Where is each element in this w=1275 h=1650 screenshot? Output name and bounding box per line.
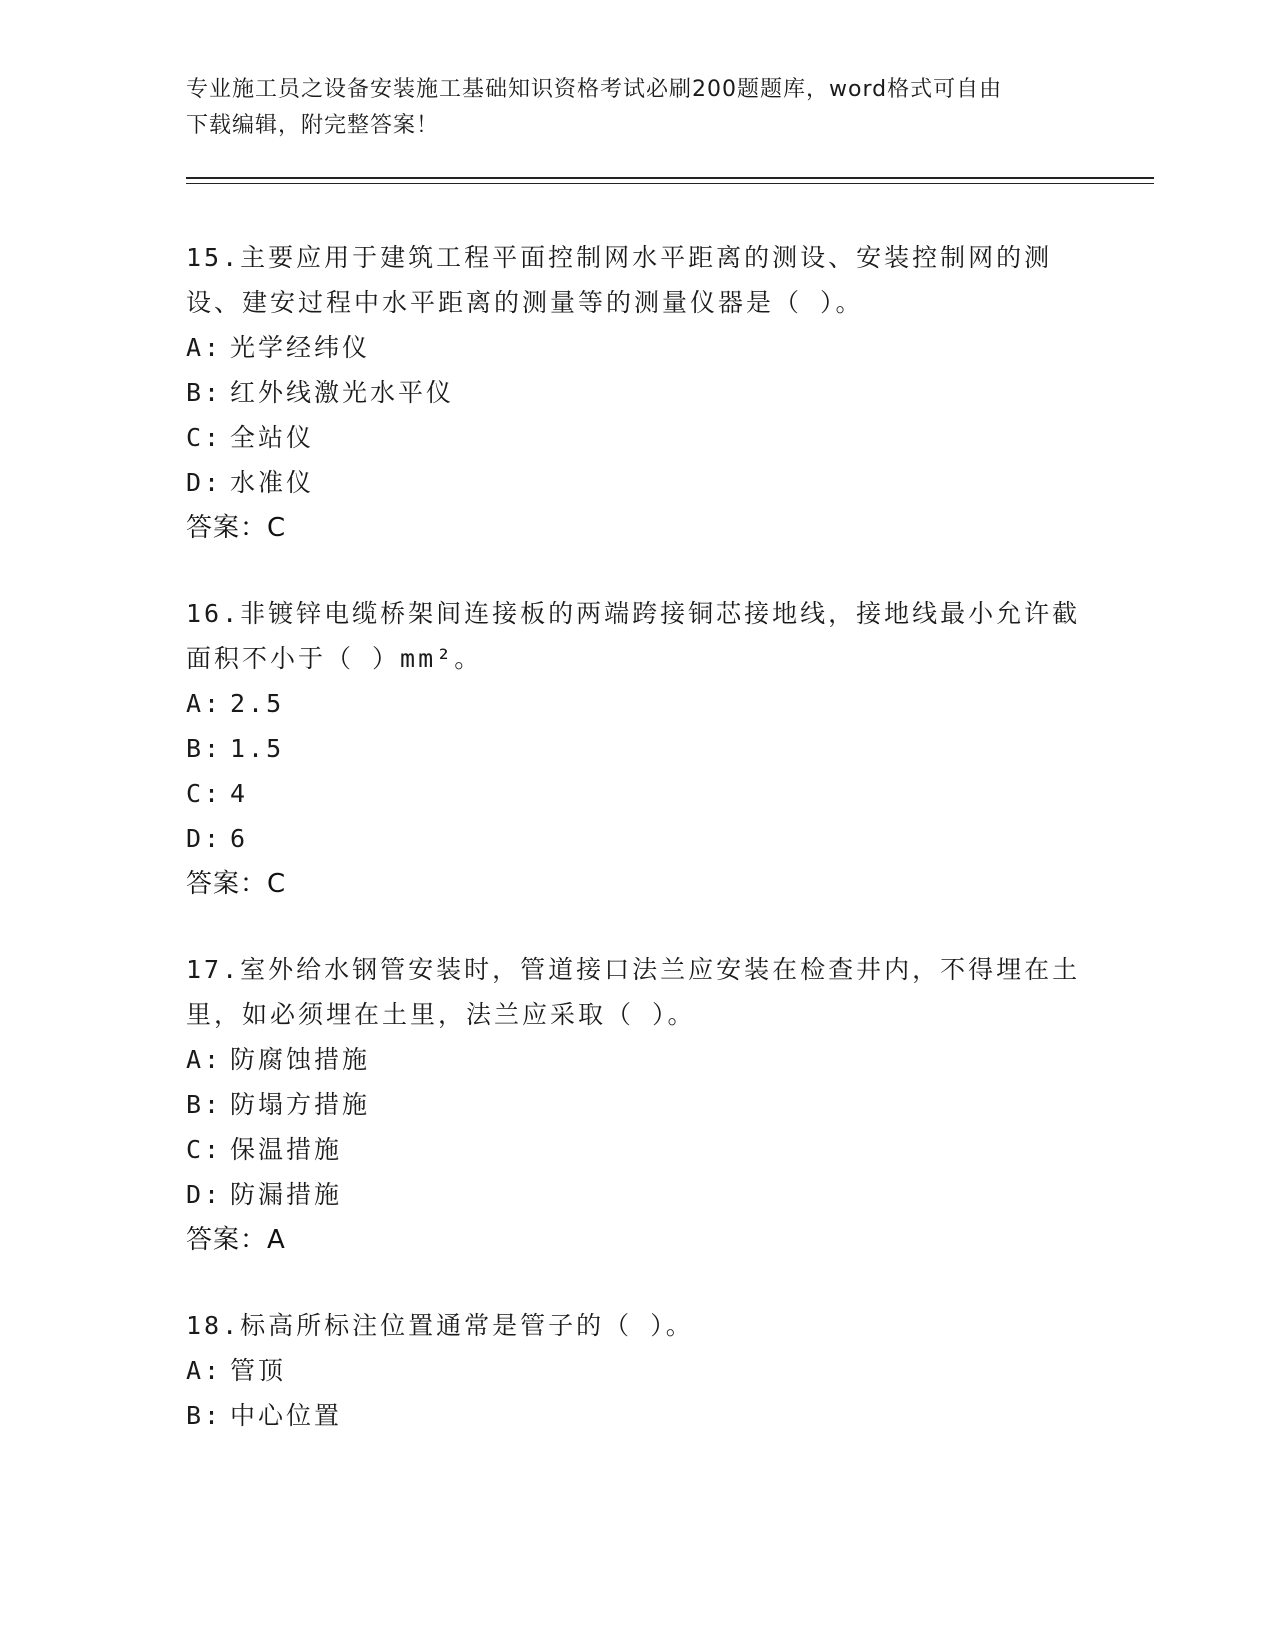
question-stem: 15.主要应用于建筑工程平面控制网水平距离的测设、安装控制网的测设、建安过程中水平距离的测量等的测量仪器是（ ）。 [186,243,1053,317]
option-text: 全站仪 [230,423,315,452]
option-letter: D: [186,468,223,497]
option-letter: A: [186,333,223,362]
question-18 [186,1303,1086,1438]
question-16 [186,591,1086,907]
option-d [186,1172,1086,1217]
document-header [186,72,1066,144]
option-text: 管顶 [230,1356,287,1385]
option-letter: B: [186,734,223,763]
option-c [186,1127,1086,1172]
option-b [186,726,1086,771]
option-text: 6 [230,824,249,853]
option-letter: A: [186,1356,223,1385]
option-text: 水准仪 [230,468,315,497]
option-text: 4 [230,779,249,808]
option-letter: B: [186,378,223,407]
answer-line: 答案：C [186,869,287,899]
option-letter: B: [186,1090,223,1119]
option-text: 1.5 [230,734,285,763]
option-letter: A: [186,689,223,718]
option-d [186,460,1086,505]
option-letter: D: [186,1180,223,1209]
option-c [186,771,1086,816]
option-text: 防腐蚀措施 [230,1045,371,1074]
option-a [186,325,1086,370]
option-letter: C: [186,423,223,452]
header-divider-thin [186,183,1154,184]
option-letter: C: [186,1135,223,1164]
option-d [186,816,1086,861]
option-b [186,370,1086,415]
option-text: 防漏措施 [230,1180,343,1209]
option-a [186,1037,1086,1082]
question-stem: 18.标高所标注位置通常是管子的（ ）。 [186,1311,694,1340]
option-text: 2.5 [230,689,285,718]
question-stem: 16.非镀锌电缆桥架间连接板的两端跨接铜芯接地线，接地线最小允许截面积不小于（ ）mm²。 [186,599,1081,673]
option-b [186,1393,1086,1438]
option-letter: B: [186,1401,223,1430]
answer-line: 答案：C [186,513,287,543]
option-text: 光学经纬仪 [230,333,371,362]
answer-line: 答案：A [186,1225,286,1255]
header-divider-thick [186,177,1154,179]
option-letter: A: [186,1045,223,1074]
option-text: 保温措施 [230,1135,343,1164]
option-a [186,1348,1086,1393]
question-17 [186,947,1086,1263]
question-15 [186,235,1086,551]
option-text: 红外线激光水平仪 [230,378,455,407]
option-text: 中心位置 [230,1401,343,1430]
option-a [186,681,1086,726]
question-stem: 17.室外给水钢管安装时，管道接口法兰应安装在检查井内，不得埋在土里，如必须埋在土里，法兰应采取（ ）。 [186,955,1081,1029]
option-b [186,1082,1086,1127]
option-c [186,415,1086,460]
option-letter: D: [186,824,223,853]
option-letter: C: [186,779,223,808]
header-line-1: 专业施工员之设备安装施工基础知识资格考试必刷200题题库，word格式可自由 [186,77,1003,102]
header-line-2: 下载编辑，附完整答案！ [186,113,440,138]
question-list [186,235,1086,1478]
option-text: 防塌方措施 [230,1090,371,1119]
